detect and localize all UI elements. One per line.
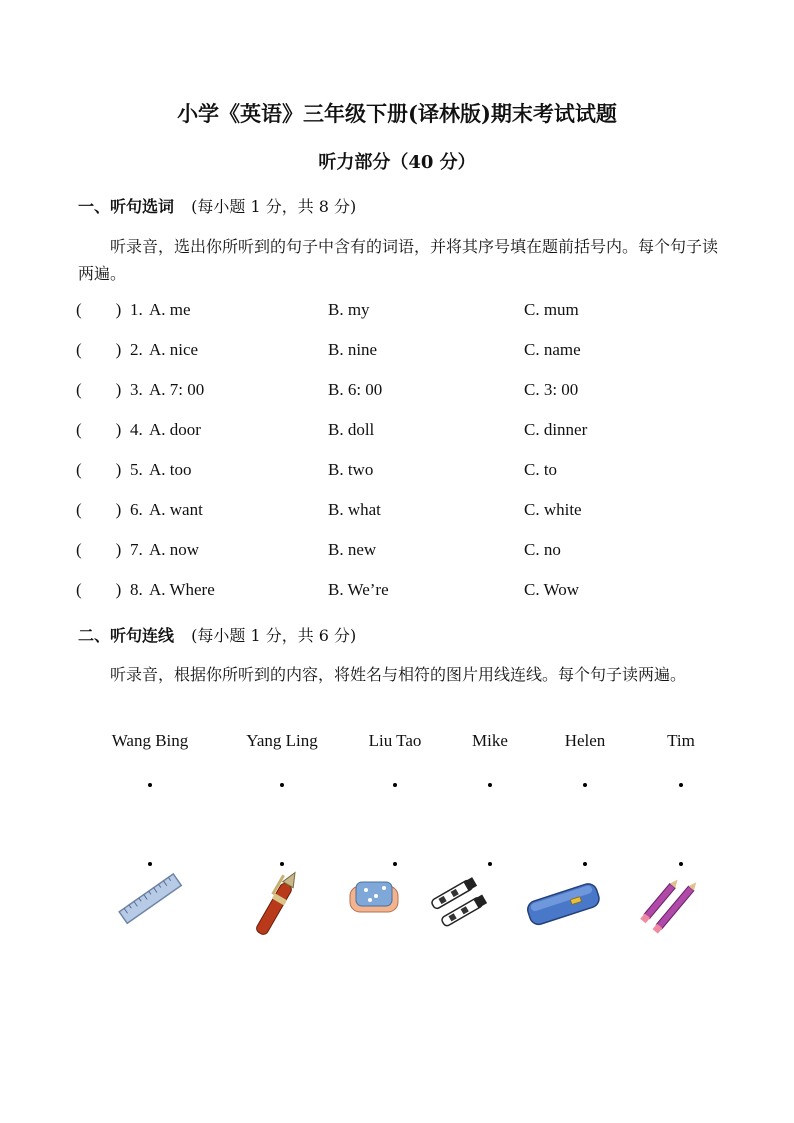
- option-c: C. name: [524, 340, 581, 359]
- ruler-icon: [110, 860, 190, 940]
- section2-note: (每小题 1 分，共 6 分): [191, 626, 357, 645]
- option-a: A. nice: [149, 340, 199, 359]
- student-name: Helen: [564, 731, 606, 750]
- name-connect-dot[interactable]: [280, 783, 284, 787]
- answer-blank[interactable]: ( ): [76, 460, 122, 479]
- section1-heading: [78, 194, 356, 217]
- question-number: 6.: [130, 500, 143, 519]
- name-connect-dot[interactable]: [148, 783, 152, 787]
- pen-icon: [238, 862, 318, 942]
- pencils-icon: [630, 862, 710, 942]
- eraser-icon: [340, 862, 420, 942]
- option-c: C. Wow: [524, 580, 579, 599]
- question-number: 4.: [130, 420, 143, 439]
- option-c: C. no: [524, 540, 561, 559]
- question-number: 2.: [130, 340, 143, 359]
- option-b: B. We’re: [328, 580, 389, 599]
- option-c: C. 3: 00: [524, 380, 579, 399]
- section2-instruction: 听录音，根据你所听到的内容，将姓名与相符的图片用线连线。每个句子读两遍。: [110, 665, 687, 684]
- answer-blank[interactable]: ( ): [76, 580, 122, 599]
- option-c: C. mum: [524, 300, 579, 319]
- option-c: C. dinner: [524, 420, 588, 439]
- option-b: B. nine: [328, 340, 378, 359]
- option-a: A. door: [149, 420, 201, 439]
- answer-blank[interactable]: ( ): [76, 300, 122, 319]
- option-b: B. new: [328, 540, 377, 559]
- section2-title: 二、听句连线: [78, 626, 175, 645]
- option-a: A. now: [149, 540, 200, 559]
- option-a: A. want: [149, 500, 203, 519]
- page-subtitle: 听力部分（40 分）: [318, 152, 476, 173]
- answer-blank[interactable]: ( ): [76, 500, 122, 519]
- question-number: 1.: [130, 300, 143, 319]
- option-a: A. me: [149, 300, 191, 319]
- name-connect-dot[interactable]: [583, 783, 587, 787]
- section2-heading: [78, 623, 356, 646]
- option-a: A. too: [149, 460, 192, 479]
- name-connect-dot[interactable]: [393, 783, 397, 787]
- option-b: B. 6: 00: [328, 380, 383, 399]
- option-c: C. white: [524, 500, 582, 519]
- question-number: 8.: [130, 580, 143, 599]
- section1-note: (每小题 1 分，共 8 分): [191, 197, 357, 216]
- answer-blank[interactable]: ( ): [76, 380, 122, 399]
- student-name: Yang Ling: [246, 731, 318, 750]
- student-name: Liu Tao: [368, 731, 422, 750]
- option-a: A. 7: 00: [149, 380, 205, 399]
- pencil-case-icon: [524, 866, 604, 946]
- answer-blank[interactable]: ( ): [76, 420, 122, 439]
- answer-blank[interactable]: ( ): [76, 540, 122, 559]
- option-b: B. my: [328, 300, 370, 319]
- section1-title: 一、听句选词: [78, 197, 175, 216]
- page-title: 小学《英语》三年级下册(译林版)期末考试试题: [177, 101, 617, 126]
- markers-icon: [428, 858, 508, 938]
- student-name: Mike: [472, 731, 508, 750]
- answer-blank[interactable]: ( ): [76, 340, 122, 359]
- question-number: 3.: [130, 380, 143, 399]
- question-number: 5.: [130, 460, 143, 479]
- option-c: C. to: [524, 460, 558, 479]
- option-b: B. two: [328, 460, 374, 479]
- student-name: Wang Bing: [111, 731, 189, 750]
- section1-instruction: 听录音，选出你所听到的句子中含有的词语，并将其序号填在题前括号内。每个句子读两遍。: [78, 237, 719, 283]
- name-connect-dot[interactable]: [488, 783, 492, 787]
- option-b: B. what: [328, 500, 381, 519]
- name-connect-dot[interactable]: [679, 783, 683, 787]
- option-a: A. Where: [149, 580, 215, 599]
- option-b: B. doll: [328, 420, 375, 439]
- student-name: Tim: [667, 731, 695, 750]
- question-number: 7.: [130, 540, 143, 559]
